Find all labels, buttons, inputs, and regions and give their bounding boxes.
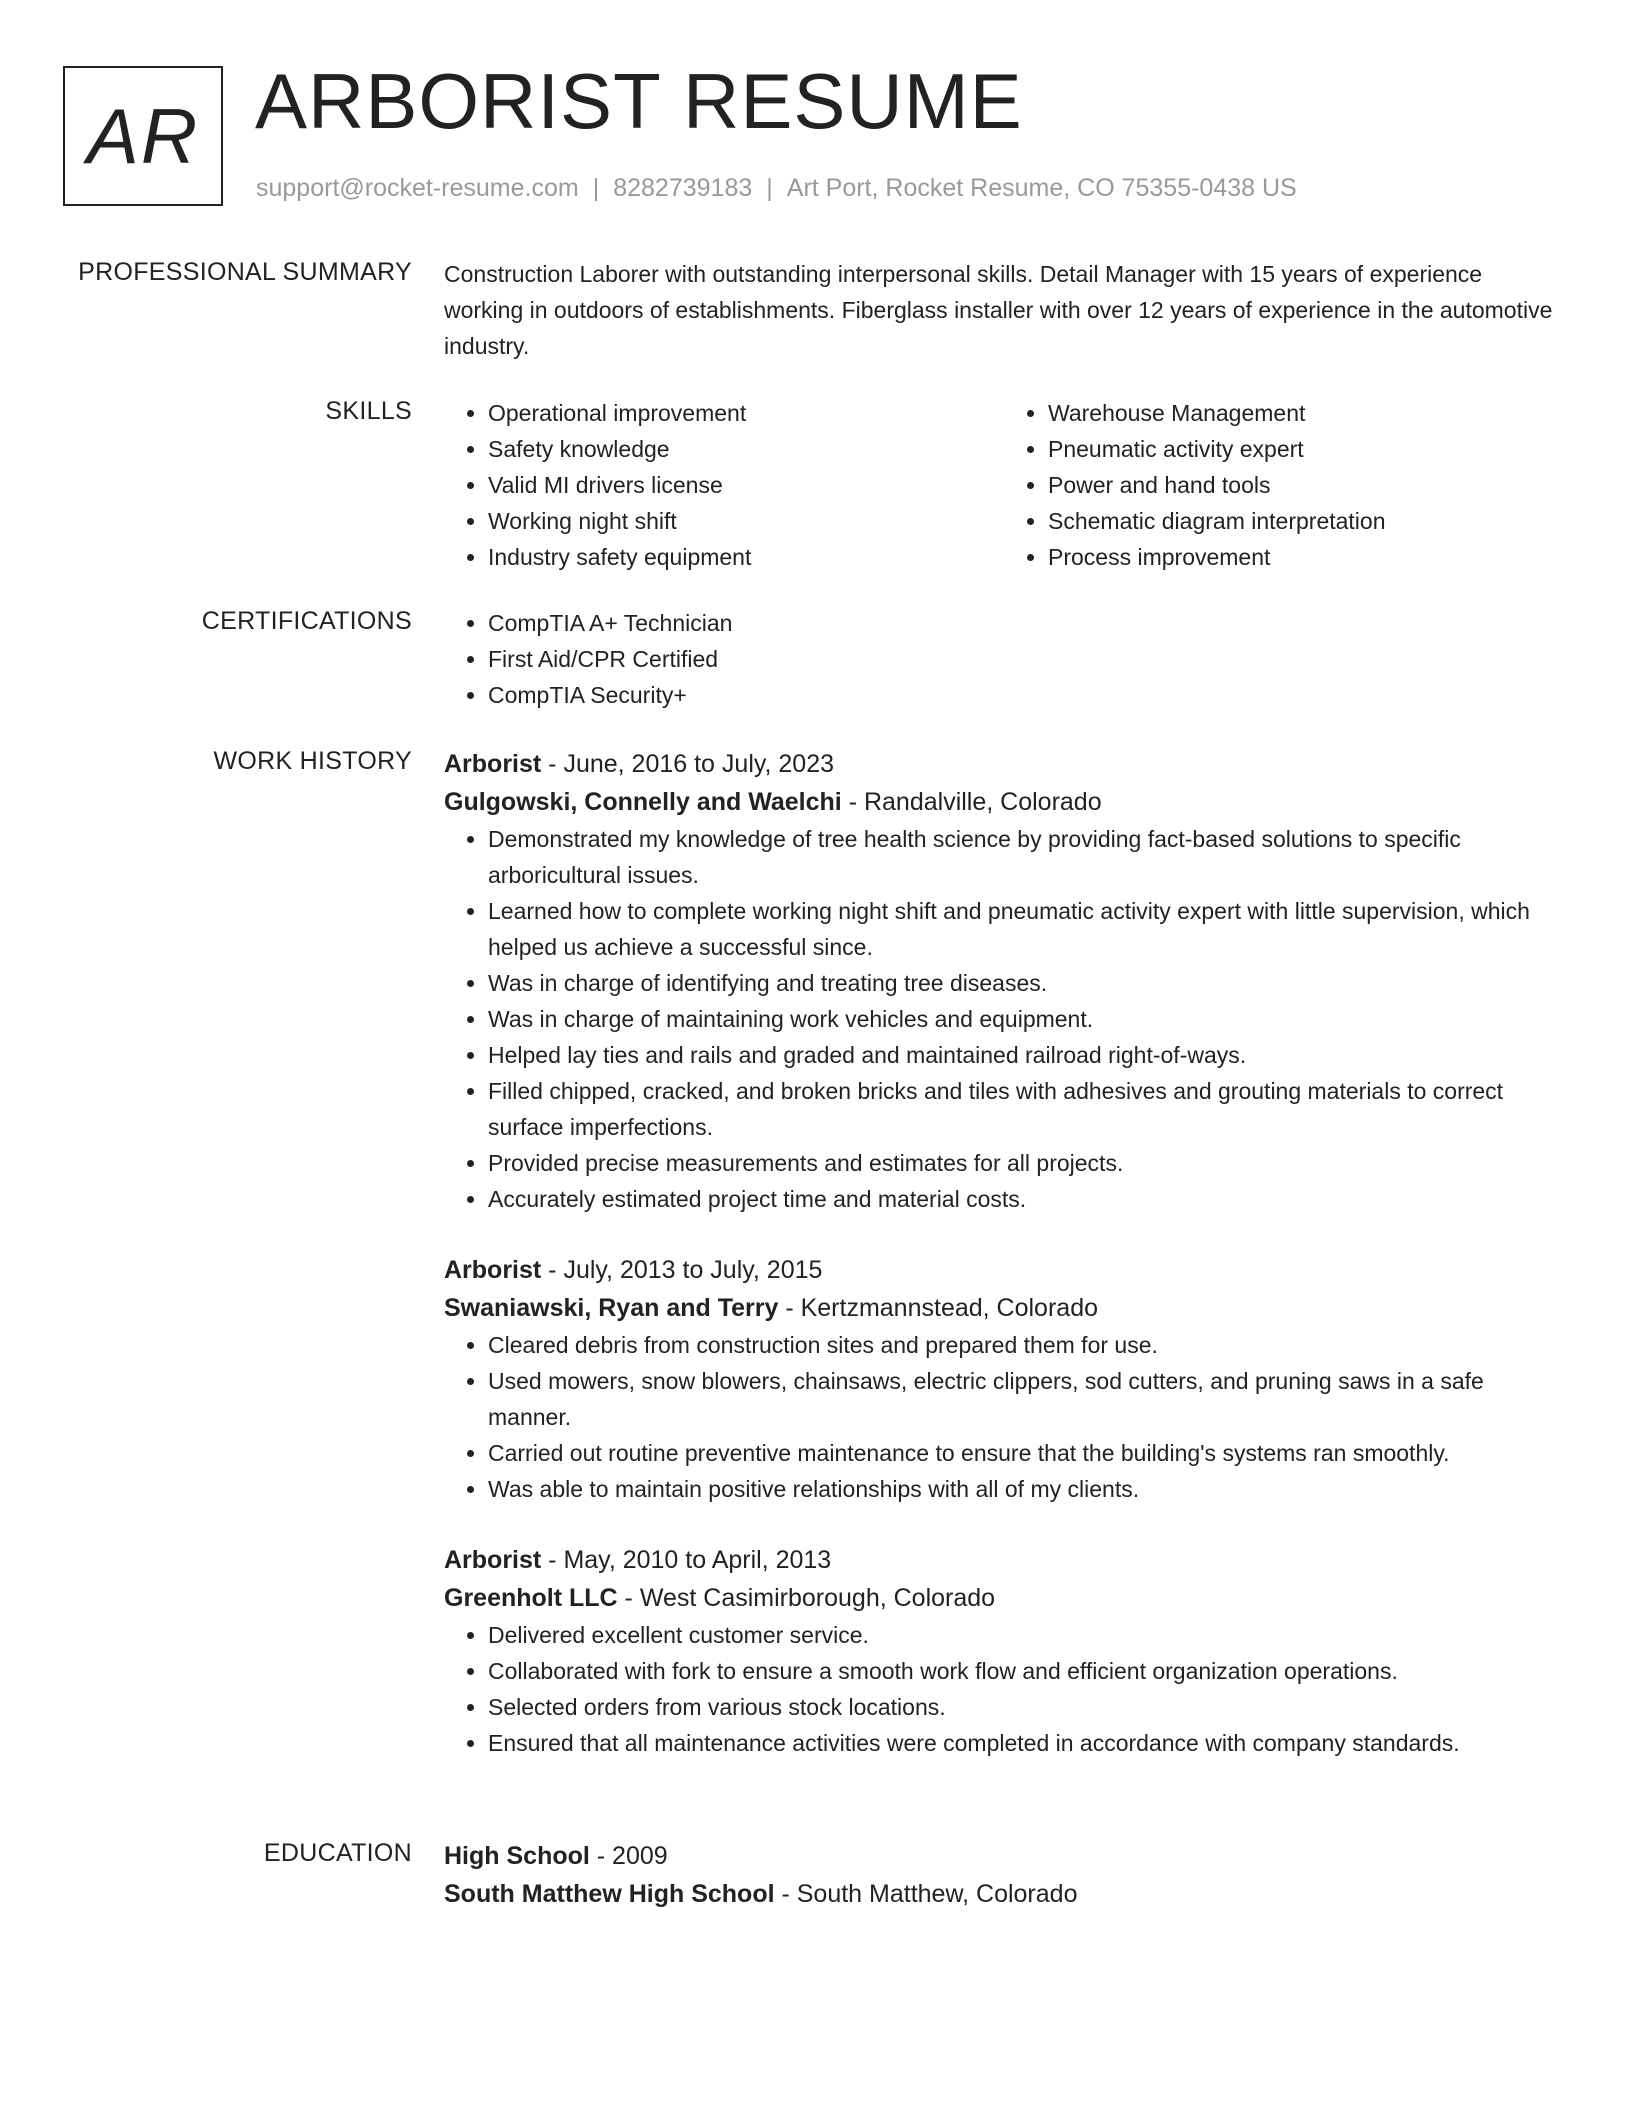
- job-title-line: [444, 1251, 1564, 1289]
- skills-heading: SKILLS: [325, 397, 412, 425]
- education-school-line: [444, 1875, 1564, 1913]
- education-heading: EDUCATION: [263, 1839, 412, 1867]
- education-school: South Matthew High School: [444, 1880, 775, 1908]
- job-duty: • Provided precise measurements and estimates for all projects.: [488, 1145, 1564, 1181]
- skills-columns: [444, 395, 1564, 575]
- monogram-logo: AR: [63, 66, 223, 206]
- certification-item: • First Aid/CPR Certified: [488, 641, 1564, 677]
- skill-item: • Power and hand tools: [1048, 467, 1564, 503]
- certifications-list: [444, 605, 1564, 713]
- job-dates: - July, 2013 to July, 2015: [541, 1256, 823, 1284]
- contact-separator: |: [766, 174, 773, 202]
- job-entry: [444, 1251, 1564, 1507]
- education-year: - 2009: [589, 1842, 668, 1870]
- job-company-line: [444, 1289, 1564, 1327]
- job-location: - Kertzmannstead, Colorado: [778, 1294, 1098, 1322]
- education-location: - South Matthew, Colorado: [774, 1880, 1078, 1908]
- job-dates: - June, 2016 to July, 2023: [541, 750, 835, 778]
- job-duty: • Accurately estimated project time and material costs.: [488, 1181, 1564, 1217]
- education-degree: High School: [444, 1842, 590, 1870]
- job-duty: • Was in charge of maintaining work vehicles and equipment.: [488, 1001, 1564, 1037]
- job-company-line: [444, 783, 1564, 821]
- job-duty: • Demonstrated my knowledge of tree health science by providing fact-based solutions to specific arboricultural issues.: [488, 821, 1564, 893]
- contact-phone[interactable]: 8282739183: [613, 174, 753, 202]
- job-company: Gulgowski, Connelly and Waelchi: [444, 788, 842, 816]
- job-duty: • Helped lay ties and rails and graded and maintained railroad right-of-ways.: [488, 1037, 1564, 1073]
- job-title-line: [444, 1541, 1564, 1579]
- skill-item: • Schematic diagram interpretation: [1048, 503, 1564, 539]
- job-company: Swaniawski, Ryan and Terry: [444, 1294, 779, 1322]
- skill-item: • Operational improvement: [488, 395, 1004, 431]
- job-duty: • Ensured that all maintenance activities were completed in accordance with company standards.: [488, 1725, 1564, 1761]
- job-location: - Randalville, Colorado: [841, 788, 1102, 816]
- job-duties-list: [444, 821, 1564, 1217]
- job-duty: • Was able to maintain positive relationships with all of my clients.: [488, 1471, 1564, 1507]
- summary-heading: PROFESSIONAL SUMMARY: [78, 258, 412, 286]
- skill-item: • Pneumatic activity expert: [1048, 431, 1564, 467]
- certification-item: • CompTIA Security+: [488, 677, 1564, 713]
- skills-list-left: [444, 395, 1004, 575]
- certification-item: • CompTIA A+ Technician: [488, 605, 1564, 641]
- job-dates: - May, 2010 to April, 2013: [541, 1546, 832, 1574]
- page-title: ARBORIST RESUME: [255, 57, 1023, 145]
- skill-item: • Valid MI drivers license: [488, 467, 1004, 503]
- job-duty: • Learned how to complete working night shift and pneumatic activity expert with little supervision, which helped us achieve a successful since.: [488, 893, 1564, 965]
- contact-separator: |: [592, 174, 600, 202]
- skill-item: • Warehouse Management: [1048, 395, 1564, 431]
- job-duty: • Delivered excellent customer service.: [488, 1617, 1564, 1653]
- job-duty: • Collaborated with fork to ensure a smooth work flow and efficient organization operations.: [488, 1653, 1564, 1689]
- skill-item: • Process improvement: [1048, 539, 1564, 575]
- job-role: Arborist: [444, 750, 542, 778]
- job-duty: • Carried out routine preventive maintenance to ensure that the building's systems ran smoothly.: [488, 1435, 1564, 1471]
- summary-text: Construction Laborer with outstanding interpersonal skills. Detail Manager with 15 years of experience working in outdoors of establishments. Fiberglass installer with over 12 years of experience in the automotive industry.: [444, 261, 1553, 359]
- job-role: Arborist: [444, 1256, 542, 1284]
- job-title-line: [444, 745, 1564, 783]
- job-duties-list: [444, 1617, 1564, 1761]
- job-duties-list: [444, 1327, 1564, 1507]
- skill-item: • Industry safety equipment: [488, 539, 1004, 575]
- job-duty: • Filled chipped, cracked, and broken bricks and tiles with adhesives and grouting materials to correct surface imperfections.: [488, 1073, 1564, 1145]
- contact-line: [256, 174, 1297, 203]
- job-entry: [444, 1541, 1564, 1761]
- work-history-heading: WORK HISTORY: [213, 747, 412, 775]
- job-duty: • Was in charge of identifying and treating tree diseases.: [488, 965, 1564, 1001]
- certifications-body: [444, 605, 1564, 713]
- skills-list-right: [1004, 395, 1564, 575]
- job-company: Greenholt LLC: [444, 1584, 618, 1612]
- job-role: Arborist: [444, 1546, 542, 1574]
- contact-email[interactable]: support@rocket-resume.com: [256, 174, 579, 202]
- job-duty: • Used mowers, snow blowers, chainsaws, electric clippers, sod cutters, and pruning saws in a safe manner.: [488, 1363, 1564, 1435]
- skill-item: • Working night shift: [488, 503, 1004, 539]
- job-company-line: [444, 1579, 1564, 1617]
- skill-item: • Safety knowledge: [488, 431, 1004, 467]
- education-body: [444, 1837, 1564, 1913]
- job-duty: • Cleared debris from construction sites and prepared them for use.: [488, 1327, 1564, 1363]
- education-degree-line: [444, 1837, 1564, 1875]
- job-entry: [444, 745, 1564, 1217]
- job-duty: • Selected orders from various stock locations.: [488, 1689, 1564, 1725]
- certifications-heading: CERTIFICATIONS: [201, 607, 412, 635]
- job-location: - West Casimirborough, Colorado: [617, 1584, 996, 1612]
- work-history-body: [444, 745, 1564, 1761]
- contact-address: Art Port, Rocket Resume, CO 75355-0438 US: [786, 174, 1297, 202]
